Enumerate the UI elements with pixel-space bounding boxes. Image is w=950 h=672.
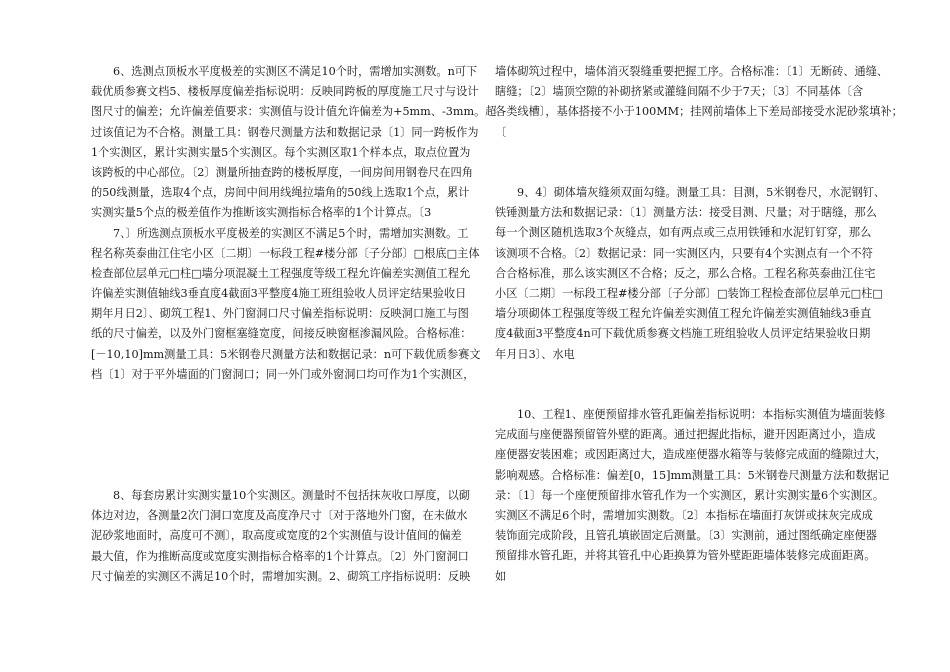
text-line: 录：〔1〕每一个座便预留排水管孔作为一个实测区，累计实测实量6个实测区。	[495, 488, 885, 502]
text-line: 8、每套房累计实测实量10个实测区。测量时不包括抹灰收口厚度，以砌	[113, 489, 470, 502]
text-line: 纸的尺寸偏差，以及外门窗框塞缝宽度，间接反映窗框渗漏风险。合格标准：	[91, 327, 472, 341]
text-line: 完成面与座便器预留管外壁的距离。通过把握此指标，避开因距离过小，造成	[495, 428, 876, 442]
right-column-mid	[495, 183, 886, 365]
text-line: 检查部位层单元□柱□墙分项混凝土工程强度等级工程允许偏差实测值工程允	[91, 266, 471, 280]
text-line: 〔	[495, 125, 507, 139]
text-line: 期年月日2〕、砌筑工程1、外门窗洞口尺寸偏差指标说明：反映洞口施工与图	[91, 307, 469, 321]
text-line: 座便器安装困难；或因距离过大，造成座便器水箱等与装修完成面的缝隙过大，	[495, 448, 887, 462]
text-line: 装饰面完成阶段，且管孔填嵌固定后测量。〔3〕实测前，通过图纸确定座便器	[495, 529, 877, 543]
text-line: [－10,10]mm测量工具：5米钢卷尺测量方法和数据记录：n可下载优质参赛文	[91, 347, 481, 361]
text-line: 年月日3〕、水电	[495, 347, 575, 361]
text-line: 尺寸偏差的实测区不满足10个时，需增加实测。2、砌筑工序指标说明：反映	[91, 569, 471, 583]
text-line: 合合格标准，那么该实测区不合格；反之，那么合格。工程名称英泰曲江住宅	[495, 266, 876, 280]
text-line: 该跨板的中心部位。〔2〕测量所抽查跨的楼板厚度，一间房间用钢卷尺在四角	[91, 165, 473, 179]
right-column-lower	[495, 405, 890, 587]
text-line: 许偏差实测值轴线3垂直度4截面3平整度4施工班组验收人员评定结果验收日	[91, 287, 467, 301]
text-line: 档〔1〕对于平外墙面的门窗洞口；同一外门或外窗洞口均可作为1个实测区，	[91, 367, 475, 381]
left-column-lower	[91, 486, 469, 587]
text-line: 小区〔二期〕一标段工程#楼分部〔子分部〕□装饰工程检查部位层单元□柱□	[495, 286, 883, 300]
text-line: 1个实测区，累计实测实量5个实测区。每个实测区取1个样本点，取点位置为	[91, 145, 471, 159]
text-line: 实测实量5个点的极差值作为推断该实测指标合格率的1个计算点。〔3	[91, 206, 432, 220]
text-line: 各类线槽〕，基体搭接不小于100MM；挂网前墙体上下差局部接受水泥砂浆填补；	[495, 105, 903, 119]
text-line: 墙体砌筑过程中，墙体消灭裂缝重要把握工序。合格标准：〔1〕无断砖、通缝、	[495, 65, 889, 78]
text-line: 7、〕所选测点顶板水平度极差的实测区不满足5个时，需增加实测数。工	[113, 226, 469, 240]
text-line: 载优质参赛文档5、楼板厚度偏差指标说明：反映同跨板的厚度施工尺寸与设计	[91, 85, 479, 99]
text-line: 程名称英泰曲江住宅小区〔二期〕一标段工程#楼分部〔子分部〕□根底□主体	[91, 246, 480, 260]
text-line: 10、工程1、座便预留排水管孔距偏差指标说明：本指标实测值为墙面装修	[517, 408, 886, 421]
left-column	[91, 62, 497, 385]
text-line: 影响观感。合格标准：偏差[0，15]mm测量工具：5米钢卷尺测量方法和数据记	[495, 468, 890, 482]
text-line: 泥砂浆地面时，高度可不测〕，取高度或宽度的2个实测值与设计值间的偏差	[91, 529, 462, 543]
text-line: 瞎缝；〔2〕墙顶空隙的补砌挤紧或灌缝间隔不少于7天；〔3〕不同基体〔含	[495, 85, 864, 99]
text-line: 9、4〕砌体墙灰缝须双面勾缝。测量工具：目测，5米钢卷尺，水泥钢钉、	[517, 186, 886, 199]
text-line: 铁锤测量方法和数据记录：〔1〕测量方法：接受目测、尺量；对于瞎缝，那么	[495, 206, 877, 220]
right-column	[495, 62, 903, 143]
text-line: 预留排水管孔距，并将其管孔中心距换算为管外壁距距墙体装修完成面距离。	[495, 549, 876, 563]
text-line: 实测区不满足6个时，需增加实测数。〔2〕本指标在墙面打灰饼或抹灰完成成	[495, 508, 873, 522]
text-line: 最大值，作为推断高度或宽度实测指标合格率的1个计算点。〔2〕外门窗洞口	[91, 549, 469, 563]
text-line: 如	[495, 569, 507, 583]
text-line: 墙分项砌体工程强度等级工程允许偏差实测值工程允许偏差实测值轴线3垂直	[495, 307, 872, 321]
text-line: 该测项不合格。〔2〕数据记录：同一实测区内，只要有4个实测点有一个不符	[495, 246, 873, 260]
text-line: 图尺寸的偏差；允许偏差值要求：实测值与设计值允许偏差为+5mm、-3mm。超	[91, 105, 497, 119]
text-line: 每一个测区随机选取3个灰缝点，如有两点或三点用铁锤和水泥钉钉穿，那么	[495, 226, 872, 240]
text-line: 过该值记为不合格。测量工具：钢卷尺测量方法和数据记录〔1〕同一跨板作为	[91, 125, 479, 139]
text-line: 体边对边，各测量2次门洞口宽度及高度净尺寸〔对于落地外门窗，在未做水	[91, 509, 468, 523]
text-line: 6、选测点顶板水平度极差的实测区不满足10个时，需增加实测数。n可下	[113, 65, 478, 78]
text-line: 度4截面3平整度4n可下载优质参赛文档施工班组验收人员评定结果验收日期	[495, 327, 871, 341]
text-line: 的50线测量，选取4个点，房间中间用线绳拉墙角的50线上选取1个点，累计	[91, 186, 470, 200]
